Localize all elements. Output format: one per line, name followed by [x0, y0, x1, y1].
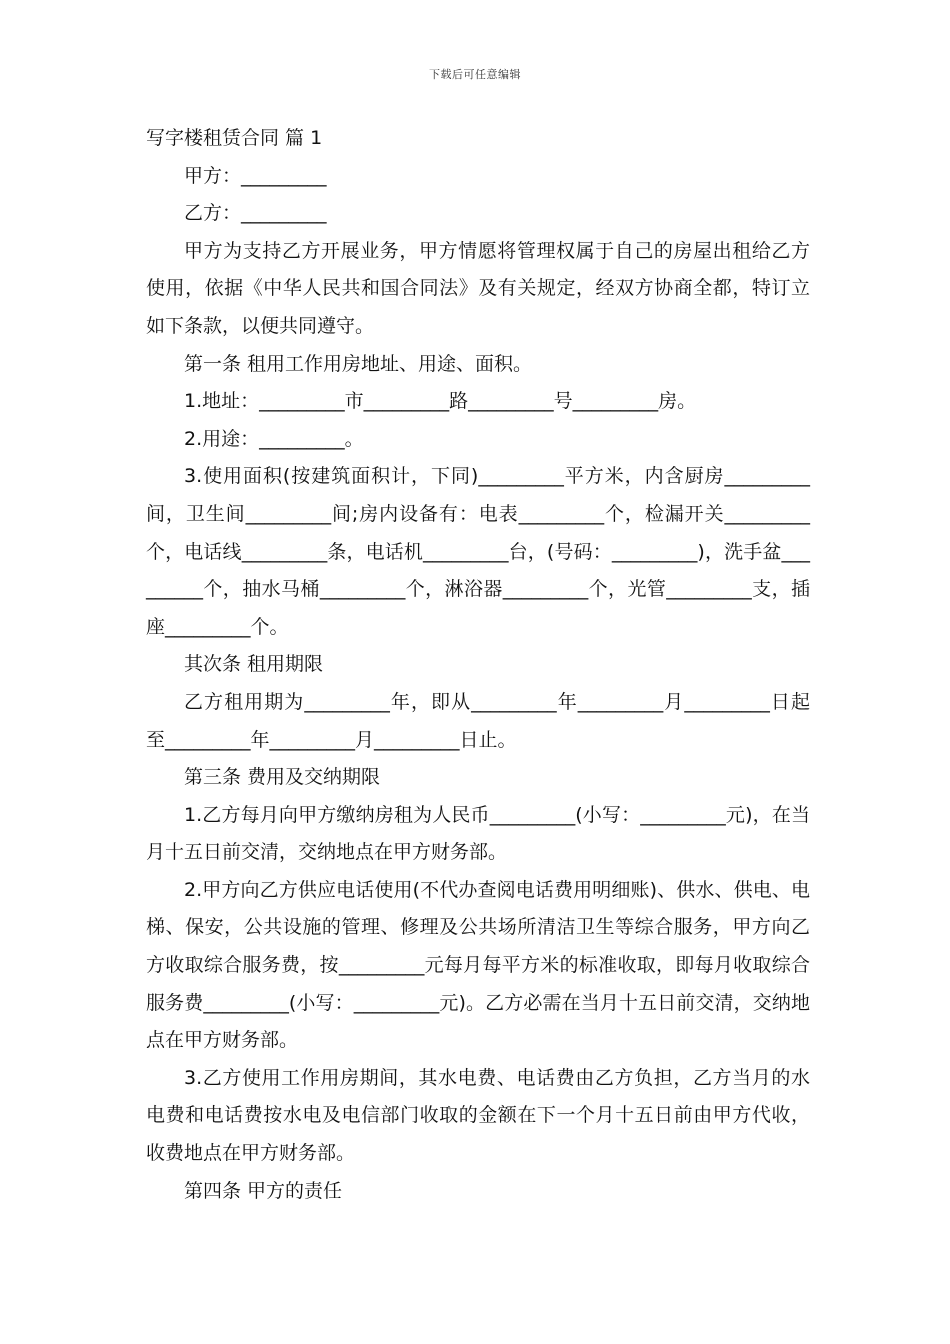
- article-3-item-rent: 1.乙方每月向甲方缴纳房租为人民币_________(小写：_________元)，在当月十五日前交清，交纳地点在甲方财务部。: [146, 803, 810, 864]
- article-4-heading: 第四条 甲方的责任: [184, 1179, 343, 1202]
- party-b-line: 乙方：_________: [184, 202, 327, 225]
- article-2-heading: 其次条 租用期限: [184, 653, 324, 676]
- document-title: 写字楼租赁合同 篇 1: [146, 127, 323, 149]
- article-3-heading: 第三条 费用及交纳期限: [184, 766, 381, 789]
- preamble-paragraph: 甲方为支持乙方开展业务，甲方情愿将管理权属于自己的房屋出租给乙方使用，依据《中华人民共和国合同法》及有关规定，经双方协商全都，特订立如下条款，以便共同遵守。: [146, 239, 810, 337]
- article-2-term-paragraph: 乙方租用期为_________年，即从_________年_________月_________日起至_________年_________月_________日止。: [146, 690, 810, 751]
- article-3-item-service-fee: 2.甲方向乙方供应电话使用(不代办查阅电话费用明细账)、供水、供电、电梯、保安，公共设施的管理、修理及公共场所清洁卫生等综合服务，甲方向乙方收取综合服务费，按_________元每月每平方米的标准收取，即每月收取综合服务费_________(小写：_________元)。乙方必需在当月十五日前交清，交纳地点在甲方财务部。: [146, 878, 810, 1052]
- article-1-heading: 第一条 租用工作用房地址、用途、面积。: [184, 352, 533, 375]
- party-a-line: 甲方：_________: [184, 164, 327, 187]
- article-1-item-use: 2.用途：_________。: [184, 427, 364, 450]
- document-body: [146, 120, 810, 1210]
- article-1-item-area: 3.使用面积(按建筑面积计，下同)_________平方米，内含厨房_________间，卫生间_________间;房内设备有：电表_________个，检漏开关_________个，电话线_________条，电话机_________台，(号码：_________)，洗手盆_________个，抽水马桶_________个，淋浴器_________个，光管_________支，插座_________个。: [146, 465, 810, 638]
- header-note: 下载后可任意编辑: [429, 68, 521, 81]
- article-3-item-utilities: 3.乙方使用工作用房期间，其水电费、电话费由乙方负担，乙方当月的水电费和电话费按水电及电信部门收取的金额在下一个月十五日前由甲方代收，收费地点在甲方财务部。: [146, 1066, 810, 1165]
- article-1-item-address: 1.地址：_________市_________路_________号_________房。: [184, 390, 697, 413]
